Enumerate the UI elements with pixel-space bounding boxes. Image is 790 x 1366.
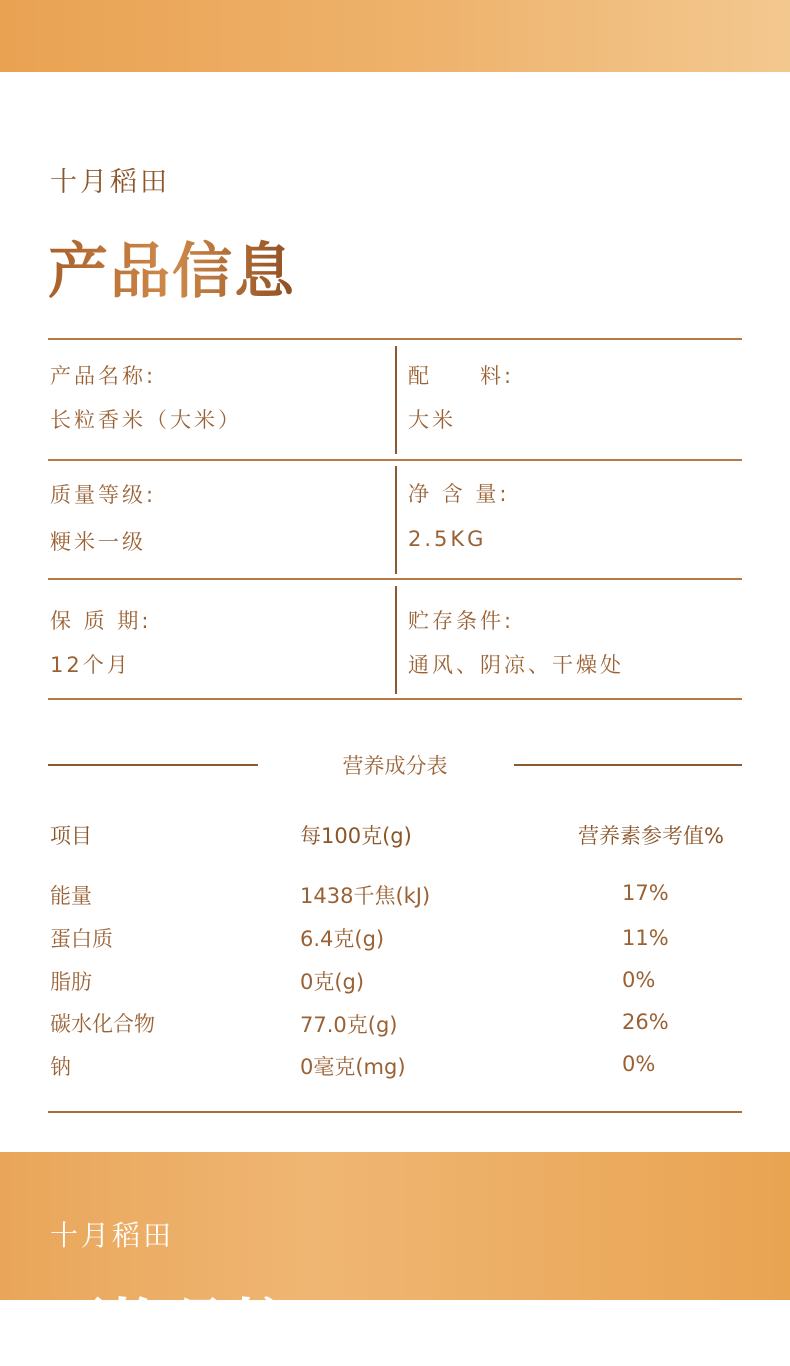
shelf-life-value: 12个月 bbox=[50, 653, 131, 677]
table-divider-row3 bbox=[395, 586, 397, 694]
page-title: 产品信息 bbox=[48, 224, 296, 310]
nutrition-table-bottom-rule bbox=[48, 1111, 742, 1113]
ingredients-label: 配 料: bbox=[408, 364, 515, 388]
nutrition-row-protein-name: 蛋白质 bbox=[50, 927, 113, 951]
nutrition-row-sodium-amount: 0毫克(mg) bbox=[300, 1055, 406, 1079]
nutrition-col-per100g: 每100克(g) bbox=[300, 824, 412, 848]
nutrition-row-sodium-nrv: 0% bbox=[622, 1052, 656, 1076]
nutrition-row-fat-nrv: 0% bbox=[622, 968, 656, 992]
nutrition-row-fat-name: 脂肪 bbox=[50, 970, 92, 994]
table-rule-row2 bbox=[48, 578, 742, 580]
product-name-label: 产品名称: bbox=[50, 364, 157, 388]
nutrition-row-protein-nrv: 11% bbox=[622, 926, 669, 950]
footer-section-title: 严格品控 bbox=[46, 1293, 294, 1363]
brand-name: 十月稻田 bbox=[50, 167, 170, 198]
table-divider-row1 bbox=[395, 346, 397, 454]
footer-brand-name: 十月稻田 bbox=[50, 1219, 175, 1252]
grade-label: 质量等级: bbox=[50, 483, 157, 507]
storage-label: 贮存条件: bbox=[408, 609, 515, 633]
nutrition-row-carbs-nrv: 26% bbox=[622, 1010, 669, 1034]
nutrition-row-carbs-amount: 77.0克(g) bbox=[300, 1013, 398, 1037]
nutrition-header-rule-right bbox=[514, 764, 742, 766]
table-divider-row2 bbox=[395, 466, 397, 574]
table-rule-top bbox=[48, 338, 742, 340]
shelf-life-label: 保 质 期: bbox=[50, 609, 152, 633]
table-rule-bottom bbox=[48, 698, 742, 700]
storage-value: 通风、阴凉、干燥处 bbox=[408, 653, 624, 677]
nutrition-row-energy-nrv: 17% bbox=[622, 881, 669, 905]
nutrition-table-title: 营养成分表 bbox=[342, 754, 448, 778]
nutrition-col-nrv: 营养素参考值% bbox=[578, 824, 724, 848]
nutrition-col-item: 项目 bbox=[50, 824, 92, 848]
ingredients-value: 大米 bbox=[408, 408, 456, 432]
nutrition-row-carbs-name: 碳水化合物 bbox=[50, 1012, 155, 1036]
nutrition-row-fat-amount: 0克(g) bbox=[300, 970, 365, 994]
nutrition-row-protein-amount: 6.4克(g) bbox=[300, 927, 385, 951]
net-content-label: 净 含 量: bbox=[408, 482, 510, 506]
nutrition-row-sodium-name: 钠 bbox=[50, 1055, 71, 1079]
grade-value: 粳米一级 bbox=[50, 530, 146, 554]
nutrition-row-energy-name: 能量 bbox=[50, 884, 92, 908]
product-name-value: 长粒香米（大米） bbox=[50, 408, 242, 432]
top-decorative-band bbox=[0, 0, 790, 72]
net-content-value: 2.5KG bbox=[408, 527, 487, 551]
nutrition-row-energy-amount: 1438千焦(kJ) bbox=[300, 884, 431, 908]
table-rule-row1 bbox=[48, 459, 742, 461]
